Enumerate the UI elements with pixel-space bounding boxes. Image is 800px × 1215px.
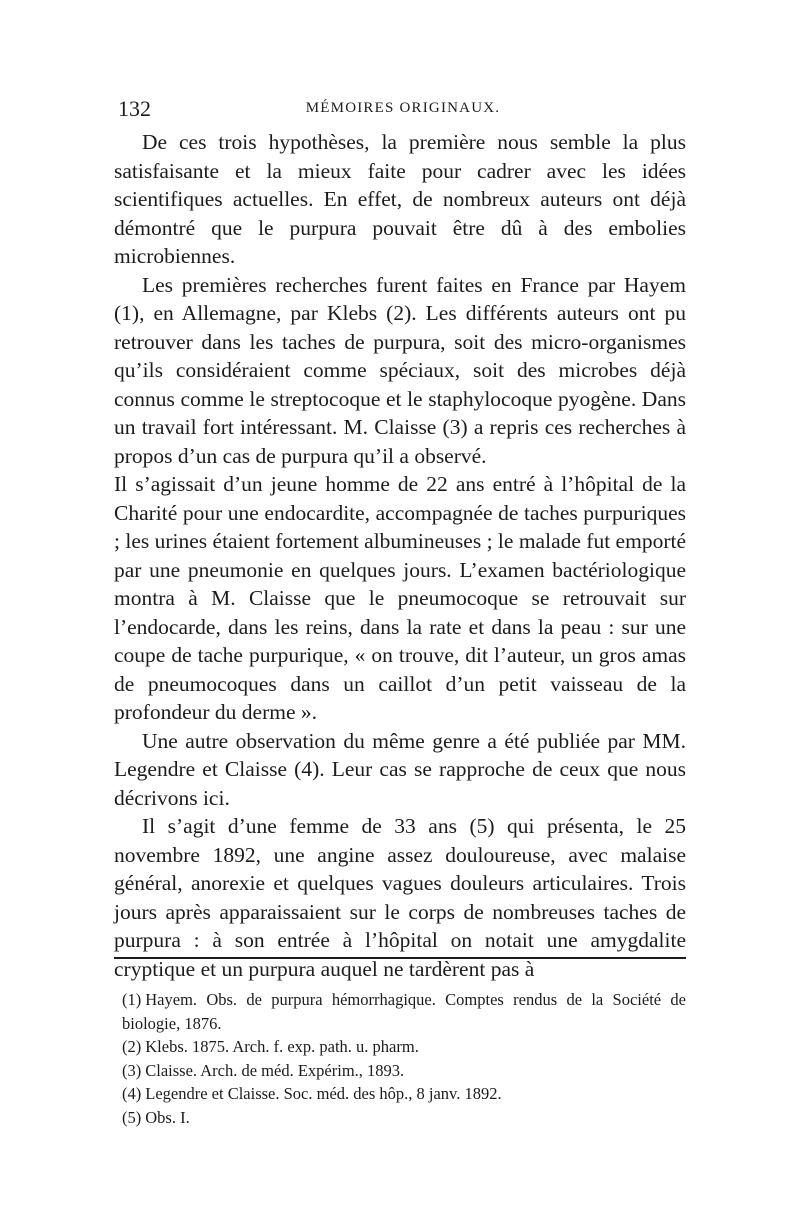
footnote-number: (4) xyxy=(122,1084,142,1103)
footnote-text: Hayem. Obs. de purpura hémorrhagique. Comptes rendus de la Société de biologie, 1876. xyxy=(122,990,686,1033)
footnote-number: (3) xyxy=(122,1060,142,1080)
footnote-rule xyxy=(114,957,686,959)
footnote-text: Claisse. Arch. de méd. Expérim., 1893. xyxy=(145,1060,405,1080)
footnote-5 xyxy=(114,1106,686,1130)
paragraph-5: Il s’agit d’une femme de 33 ans (5) qui présenta, le 25 novembre 1892, une angine assez douloureuse, avec malaise général, anorexie et quelques vagues douleurs articulaires. Trois jours après apparaissaient sur le corps de nombreuses taches de purpura : à son entrée à l’hôpital on notait une amygdalite cryptique et un purpura auquel ne tardèrent pas à xyxy=(114,814,686,981)
running-title: MÉMOIRES ORIGINAUX. xyxy=(305,100,501,116)
page-header xyxy=(118,96,688,126)
body-text xyxy=(114,128,686,983)
footnote-text: Obs. I. xyxy=(145,1107,190,1127)
footnotes xyxy=(114,988,686,1129)
footnote-text: Klebs. 1875. Arch. f. exp. path. u. pharm. xyxy=(145,1037,419,1056)
paragraph-2: Les premières recherches furent faites en France par Hayem (1), en Allemagne, par Klebs (2). Les différents auteurs ont pu retrouver dans les taches de purpura, soit des micro-organismes qu’ils considéraient comme spéciaux, soit des microbes déjà connus comme le streptocoque et le staphylocoque pyogène. Dans un travail fort intéressant. M. Claisse (3) a repris ces recherches à propos d’un cas de purpura qu’il a observé. xyxy=(114,272,686,468)
footnote-4 xyxy=(114,1082,686,1106)
footnote-text: Legendre et Claisse. Soc. méd. des hôp., 8 janv. 1892. xyxy=(145,1084,502,1103)
footnote-number: (1) xyxy=(122,990,142,1009)
footnote-number: (2) xyxy=(122,1037,142,1056)
footnote-1 xyxy=(114,988,686,1035)
footnote-2 xyxy=(114,1035,686,1059)
footnote-3 xyxy=(114,1059,686,1083)
page-number: 132 xyxy=(118,96,151,121)
paragraph-4: Une autre observation du même genre a été publiée par MM. Legendre et Claisse (4). Leur cas se rapproche de ceux que nous décrivons ici. xyxy=(114,728,686,810)
paragraph-3: Il s’agissait d’un jeune homme de 22 ans entré à l’hôpital de la Charité pour une endocardite, accompagnée de taches purpuriques ; les urines étaient fortement albumineuses ; le malade fut emporté par une pneumonie en quelques jours. L’examen bactériologique montra à M. Claisse que le pneumocoque se retrouvait sur l’endocarde, dans les reins, dans la rate et dans la peau : sur une coupe de tache purpurique, « on trouve, dit l’auteur, un gros amas de pneumocoques dans un caillot d’un petit vaisseau de la profondeur du derme ». xyxy=(114,472,686,724)
footnote-number: (5) xyxy=(122,1107,142,1127)
paragraph-1: De ces trois hypothèses, la première nous semble la plus satisfaisante et la mieux faite pour cadrer avec les idées scientifiques actuelles. En effet, de nombreux auteurs ont déjà démontré que le purpura pouvait être dû à des embolies microbiennes. xyxy=(114,130,686,268)
